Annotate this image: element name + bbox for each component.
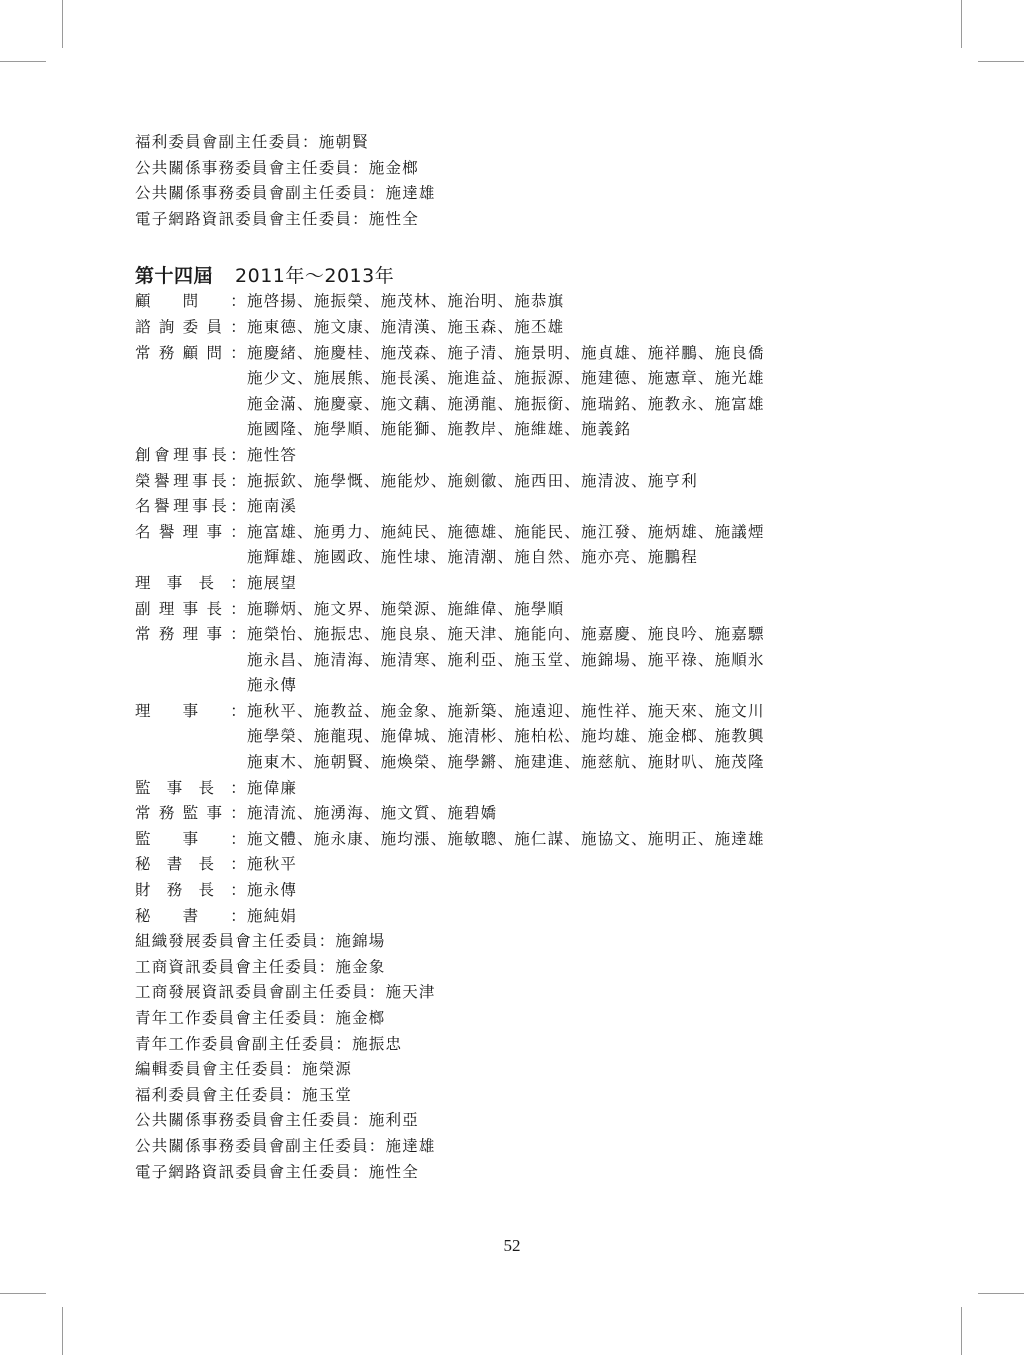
officer-names	[247, 776, 895, 802]
officer-title: 秘 書 長 ：	[135, 855, 247, 874]
committee-line: 組織發展委員會主任委員：施錦場	[135, 932, 386, 951]
crop-mark	[62, 0, 63, 48]
officer-row	[135, 520, 895, 571]
committee-list	[135, 929, 895, 1185]
section-title: 第十四屆	[135, 265, 214, 288]
officer-names-line: 施秋平、施教益、施金象、施新築、施遠迎、施性祥、施天來、施文川	[247, 701, 765, 720]
officer-names-line: 施東德、施文康、施清漢、施玉森、施丕雄	[247, 317, 565, 336]
officer-names-line: 施偉廉	[247, 778, 298, 797]
officer-title: 理 事 長 ：	[135, 573, 247, 592]
officer-row	[135, 699, 895, 776]
crop-mark	[961, 0, 962, 48]
officer-row	[135, 469, 895, 495]
officer-row	[135, 801, 895, 827]
officer-title: 榮 譽 理 事 長 ：	[135, 471, 247, 490]
officer-names-line: 施展望	[247, 573, 298, 592]
committee-line: 青年工作委員會副主任委員：施振忠	[135, 1034, 403, 1053]
officer-title: 名 譽 理 事 ：	[135, 522, 247, 541]
committee-line: 公共關係事務委員會主任委員：施利亞	[135, 1111, 419, 1130]
officer-names	[247, 597, 895, 623]
officer-names-line: 施東木、施朝賢、施煥榮、施學鏘、施建進、施慈航、施財叭、施茂隆	[247, 753, 765, 772]
officer-names-line: 施永傳	[247, 881, 298, 900]
officer-names-line: 施輝雄、施國政、施性埭、施清潮、施自然、施亦亮、施鵬程	[247, 548, 698, 567]
crop-mark	[978, 61, 1024, 62]
officer-names-line: 施秋平	[247, 855, 298, 874]
officer-names-line: 施慶緒、施慶桂、施茂森、施子清、施景明、施貞雄、施祥鵬、施良僑	[247, 343, 765, 362]
officer-names-line: 施國隆、施學順、施能獅、施教岸、施維雄、施義銘	[247, 420, 632, 439]
committee-line: 電子網路資訊委員會主任委員：施性全	[135, 209, 419, 228]
officer-names-line: 施清流、施湧海、施文質、施碧嬌	[247, 804, 498, 823]
officer-title: 監 事 長 ：	[135, 778, 247, 797]
officer-names	[247, 289, 895, 315]
crop-mark	[62, 1307, 63, 1355]
officer-row	[135, 622, 895, 699]
officer-names	[247, 571, 895, 597]
officer-names-line: 施聯炳、施文界、施榮源、施維偉、施學順	[247, 599, 565, 618]
officer-names	[247, 904, 895, 930]
committee-line: 公共關係事務委員會副主任委員：施達雄	[135, 184, 436, 203]
officer-title: 財 務 長 ：	[135, 881, 247, 900]
officer-names	[247, 852, 895, 878]
officer-names	[247, 341, 895, 443]
officer-title: 顧 問 ：	[135, 292, 247, 311]
page-number: 52	[503, 1236, 521, 1255]
officer-names	[247, 494, 895, 520]
officer-names-line: 施振欽、施學慨、施能炒、施劍徽、施西田、施清波、施亨利	[247, 471, 698, 490]
officer-names	[247, 878, 895, 904]
committee-line: 福利委員會副主任委員：施朝賢	[135, 133, 369, 151]
officer-row	[135, 878, 895, 904]
officer-title: 常 務 理 事 ：	[135, 625, 247, 644]
officer-title: 名 譽 理 事 長 ：	[135, 497, 247, 516]
officer-title: 副 理 事 長 ：	[135, 599, 247, 618]
officer-row	[135, 571, 895, 597]
officer-names-line: 施富雄、施勇力、施純民、施德雄、施能民、施江發、施炳雄、施議煙	[247, 522, 765, 541]
officer-names-line: 施性答	[247, 445, 298, 464]
officer-names-line: 施金滿、施慶豪、施文藕、施湧龍、施振銜、施瑞銘、施教永、施富雄	[247, 394, 765, 413]
crop-mark	[0, 61, 46, 62]
committee-line: 編輯委員會主任委員：施榮源	[135, 1060, 353, 1079]
officer-title: 諮 詢 委 員 ：	[135, 317, 247, 336]
officer-title: 常 務 顧 問 ：	[135, 343, 247, 362]
officer-names	[247, 469, 895, 495]
officer-names	[247, 827, 895, 853]
officer-names-line: 施南溪	[247, 497, 298, 516]
officer-row	[135, 852, 895, 878]
committee-line: 電子網路資訊委員會主任委員：施性全	[135, 1162, 419, 1181]
officer-list	[135, 289, 895, 929]
page-content	[135, 130, 895, 1185]
officer-title: 理 事 ：	[135, 701, 247, 720]
section-heading	[135, 263, 895, 289]
section-years: 2011年～2013年	[235, 265, 395, 288]
officer-names	[247, 801, 895, 827]
officer-title: 創 會 理 事 長 ：	[135, 445, 247, 464]
officer-names-line: 施永昌、施清海、施清寒、施利亞、施玉堂、施錦場、施平祿、施順氷	[247, 650, 765, 669]
officer-names-line: 施啓揚、施振榮、施茂林、施治明、施恭旗	[247, 292, 565, 311]
officer-names-line: 施永傳	[247, 676, 298, 695]
officer-names	[247, 622, 895, 699]
committee-line: 工商發展資訊委員會副主任委員：施天津	[135, 983, 436, 1002]
committee-line: 青年工作委員會主任委員：施金榔	[135, 1009, 386, 1027]
officer-names	[247, 443, 895, 469]
officer-title: 常 務 監 事 ：	[135, 804, 247, 823]
officer-names-line: 施學榮、施龍現、施偉城、施清彬、施柏松、施均雄、施金榔、施教興	[247, 727, 765, 746]
crop-mark	[961, 1307, 962, 1355]
committee-line: 工商資訊委員會主任委員：施金象	[135, 957, 386, 976]
officer-row	[135, 827, 895, 853]
officer-title: 監 事 ：	[135, 829, 247, 848]
officer-row	[135, 443, 895, 469]
officer-names	[247, 315, 895, 341]
officer-row	[135, 597, 895, 623]
crop-mark	[0, 1293, 46, 1294]
officer-row	[135, 904, 895, 930]
officer-row	[135, 776, 895, 802]
committee-line: 福利委員會主任委員：施玉堂	[135, 1085, 353, 1104]
officer-names-line: 施榮怡、施振忠、施良泉、施天津、施能向、施嘉慶、施良吟、施嘉驃	[247, 625, 765, 644]
committee-line: 公共關係事務委員會副主任委員：施達雄	[135, 1136, 436, 1155]
officer-names-line: 施文體、施永康、施均漲、施敏聰、施仁謀、施協文、施明正、施達雄	[247, 829, 765, 848]
officer-row	[135, 341, 895, 443]
top-committee-list	[135, 130, 895, 232]
committee-line: 公共關係事務委員會主任委員：施金榔	[135, 158, 419, 177]
officer-title: 秘 書 ：	[135, 906, 247, 925]
officer-names-line: 施少文、施展熊、施長溪、施進益、施振源、施建德、施憲章、施光雄	[247, 369, 765, 388]
officer-row	[135, 289, 895, 315]
officer-names	[247, 699, 895, 776]
officer-names	[247, 520, 895, 571]
officer-names-line: 施純娟	[247, 906, 298, 925]
officer-row	[135, 315, 895, 341]
crop-mark	[978, 1293, 1024, 1294]
officer-row	[135, 494, 895, 520]
